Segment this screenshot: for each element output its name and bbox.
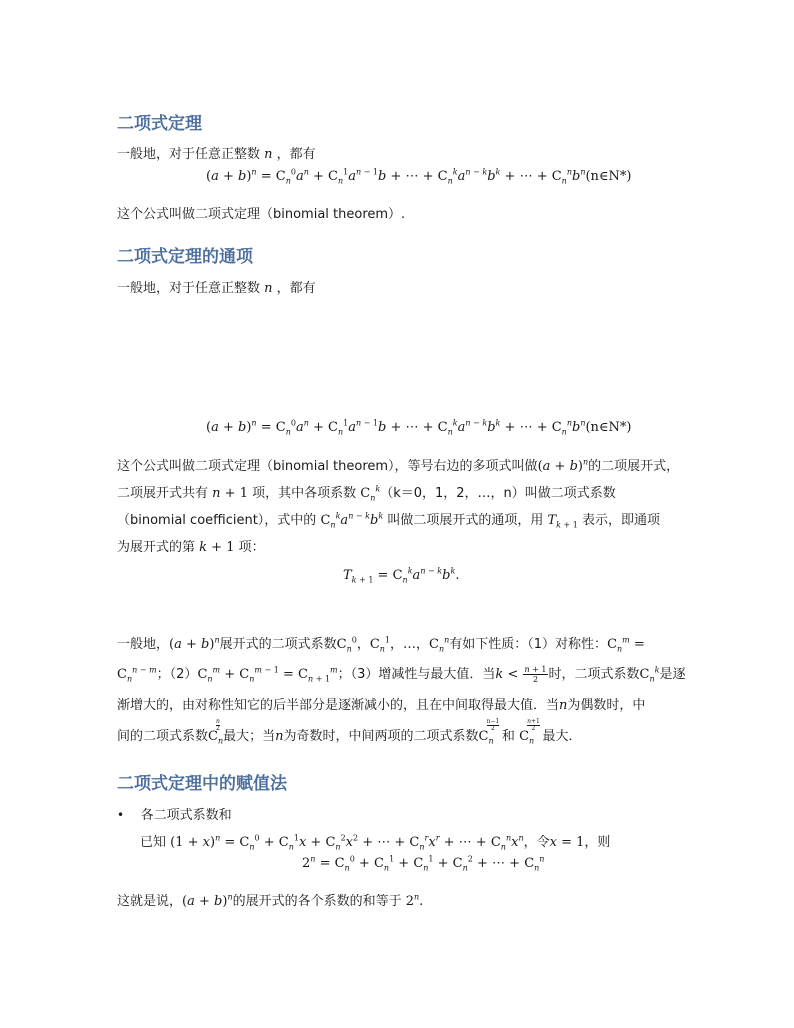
section2-intro: 一般地，对于任意正整数 n ，都有 — [117, 281, 316, 296]
heading-general-term: 二项式定理的通项 — [117, 247, 253, 267]
binomial-formula-2: $(a + b)^n = C_n^0a^n + C_n^1a^{n - 1}b$ + ⋯ + $C_n^ka^{n - k}b^k$ + ⋯ + $C_n^nb^n(n\in N*)$ — [206, 418, 632, 437]
binomial-formula-1: $(a + b)^n = C_n^0a^n + C_n^1a^{n - 1}b$ + ⋯ + $C_n^ka^{n - k}b^k$ + ⋯ + $C_n^nb^n(n\in N*)$ — [206, 167, 632, 186]
bullet-item: • 各二项式系数和 — [117, 808, 232, 823]
properties-line1: 一般地，$(a + b)^n$展开式的二项式系数$C_n^0$，$C_n^1$，…，$C_n^n$有如下性质：（1）对称性：$C_n^m$ = — [117, 635, 645, 654]
section2-para1: 这个公式叫做二项式定理（binomial theorem），等号右边的多项式叫做$(a + b)^n$的二项展开式， — [117, 457, 680, 474]
section1-intro: 一般地，对于任意正整数 n ，都有 — [117, 147, 316, 162]
properties-line4: 间的二项式系数$C_n$ n 2 最大；当n为奇数时，中间两项的二项式系数$C_n$ n−1 2 和 $C_n$ n+1 2 最大． — [117, 718, 582, 746]
bullet-icon: • — [117, 808, 125, 822]
general-term-formula: $T_{k + 1} = C_n^ka^{n - k}b^k$. — [343, 566, 460, 585]
section1-closing: 这个公式叫做二项式定理（binomial theorem）. — [117, 207, 406, 222]
properties-line3: 渐增大的，由对称性知它的后半部分是逐渐减小的，且在中间取得最大值．当n为偶数时，中 — [117, 698, 646, 713]
section4-closing: 这就是说，$(a + b)^n$的展开式的各个系数的和等于 2$^n$. — [117, 892, 424, 909]
sum-formula: $2^n = C_n^0 + C_n^1 + C_n^1 + C_n^2$ + ⋯ + $C_n^n$ — [302, 854, 545, 873]
section2-para4: 为展开式的第 k + 1 项： — [117, 540, 265, 555]
heading-binomial-theorem: 二项式定理 — [117, 114, 202, 134]
section2-para2: 二项展开式共有 n + 1 项，其中各项系数 $C_n^k(k=0$，1，2，…，n）叫做二项式系数 — [117, 484, 616, 503]
heading-assignment-method: 二项式定理中的赋值法 — [117, 774, 287, 794]
properties-line2: $C_n^{n - m}$；$(2)C_n^m + C_n^{m - 1} = C_{n + 1}^m$；（3）增减性与最大值．当k < $\frac{n + 1}{2}$ 时，二项式系数$C_n^k$是逐 — [117, 665, 686, 684]
given-line: 已知 $(1 + x)^n = C_n^0 + C_n^1x + C_n^2x^2$ + ⋯ + $C_n^rx^r$ + ⋯ + $C_n^nx^n$，令x = 1，则 — [140, 833, 611, 852]
section2-para3: （binomial coefficient），式中的 $C_n^ka^{n - k}b^k$ 叫做二项展开式的通项，用 $T_{k + 1}$ 表示，即通项 — [117, 511, 661, 530]
